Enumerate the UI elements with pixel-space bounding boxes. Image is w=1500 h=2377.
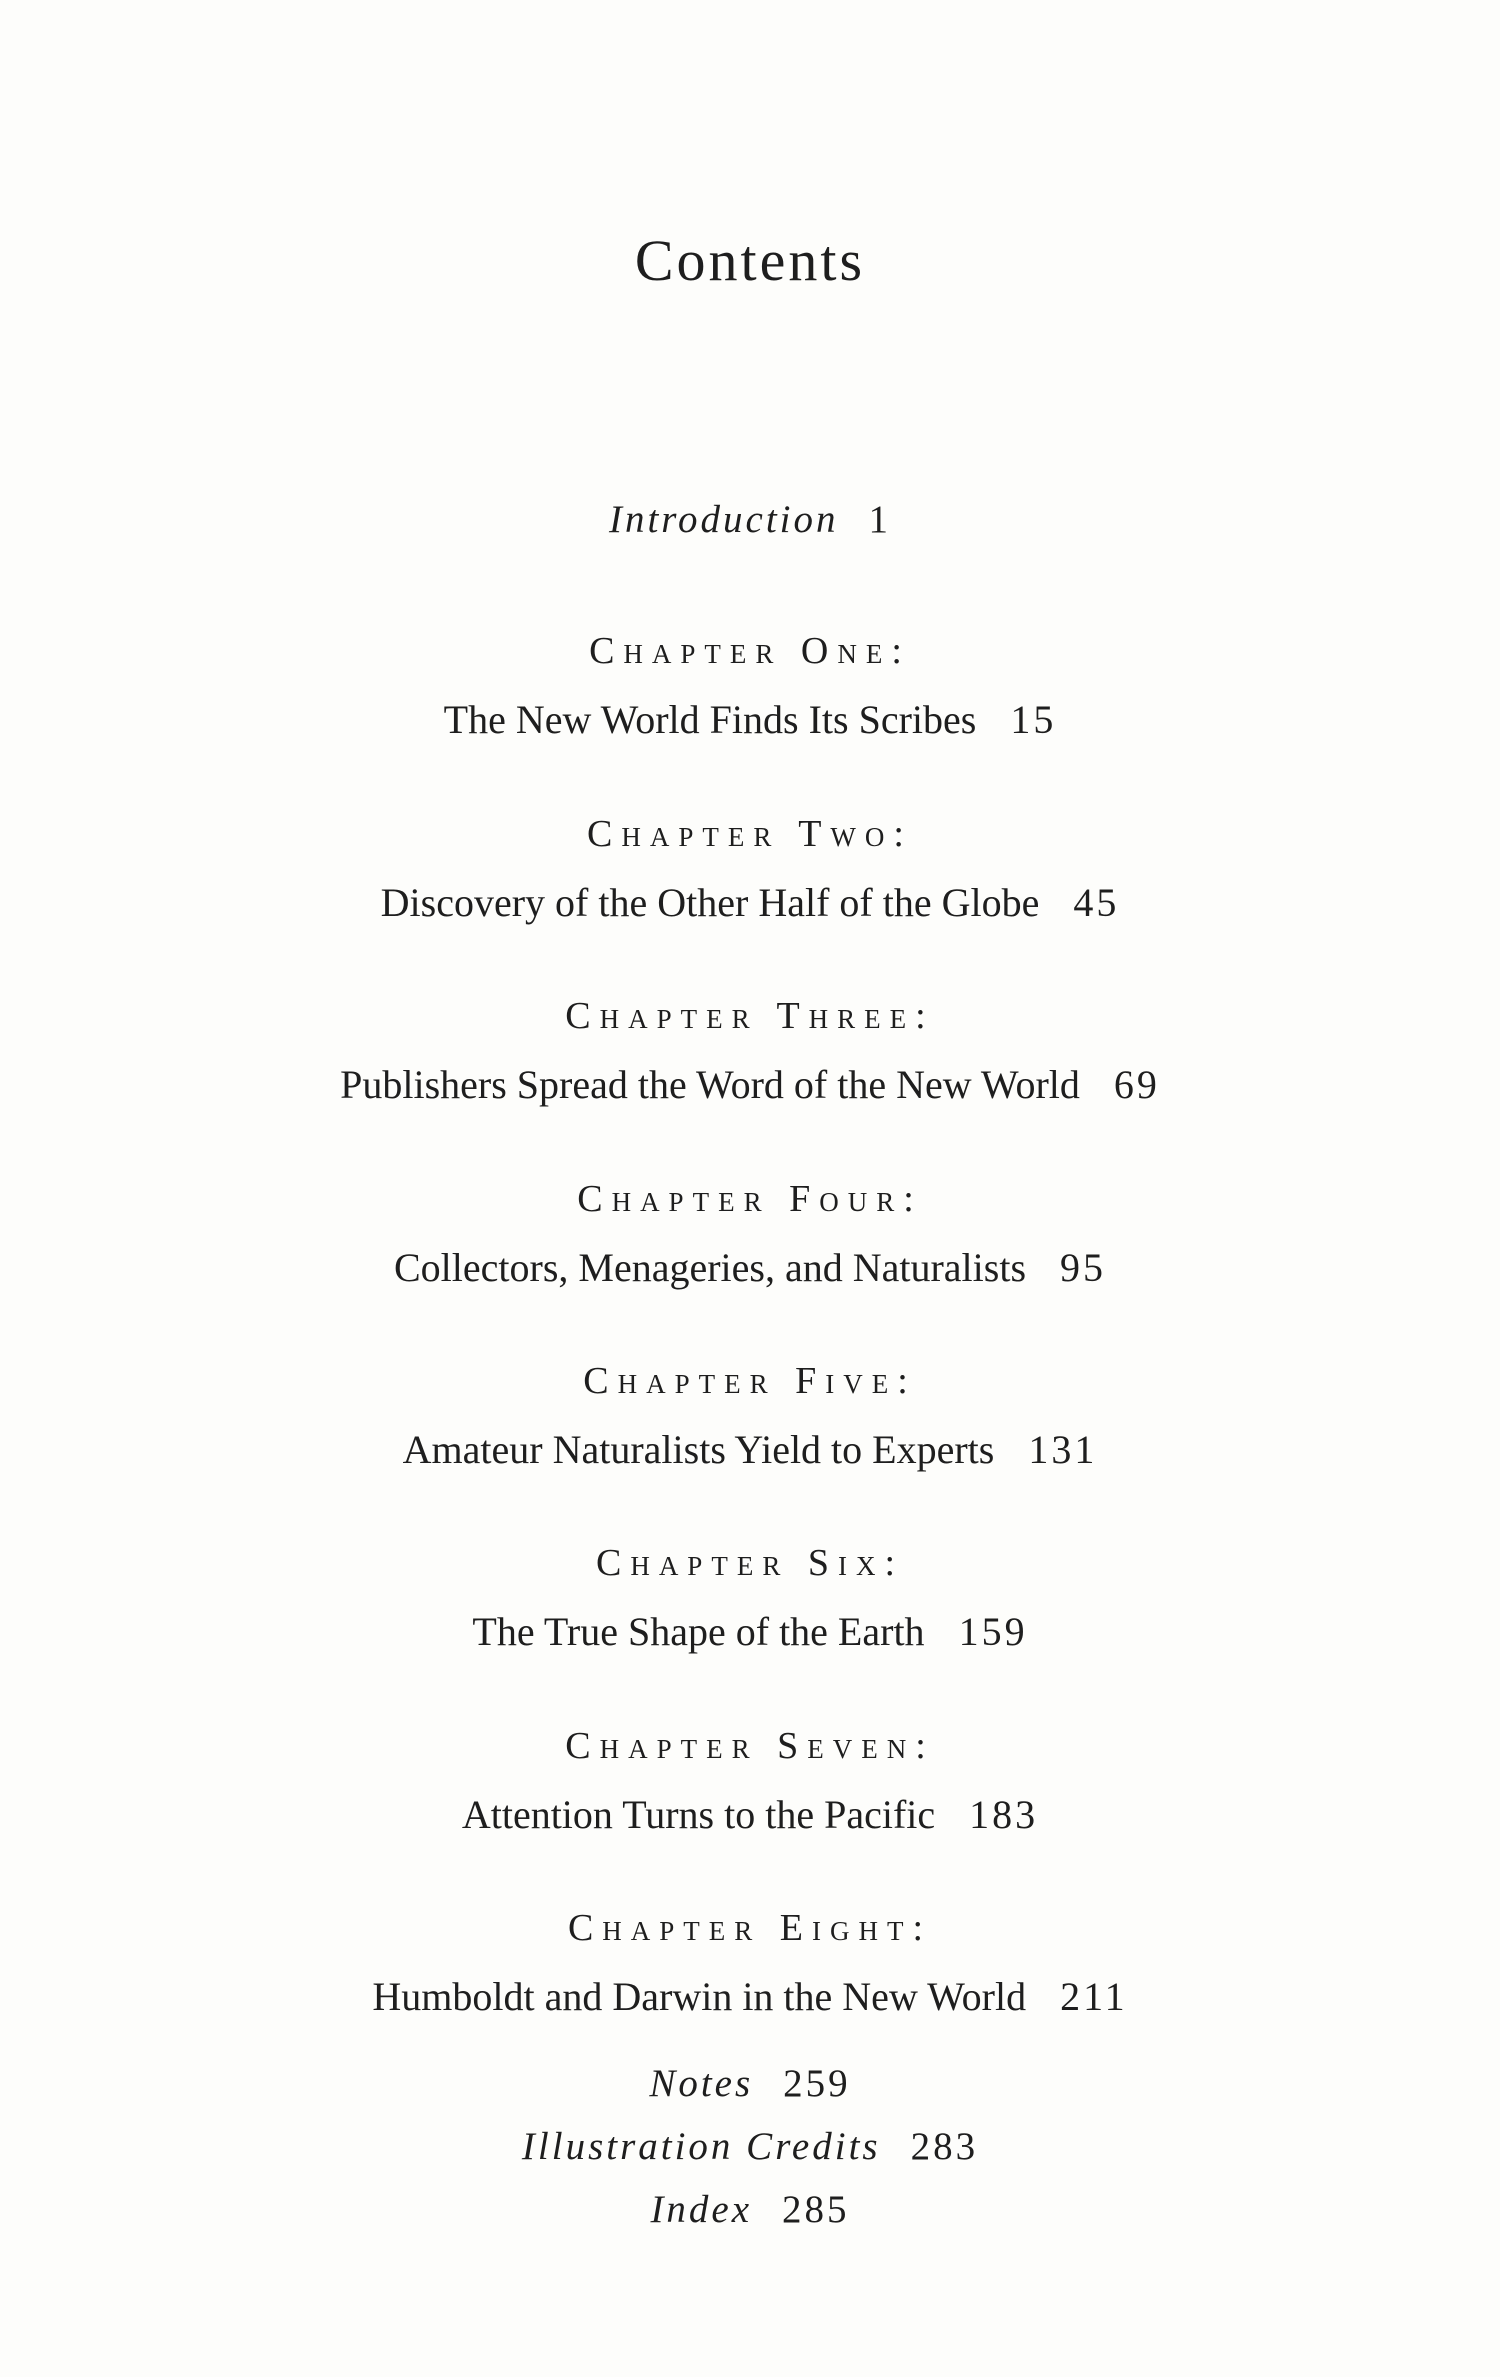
chapter-title: The New World Finds Its Scribes <box>443 697 977 742</box>
chapter-title: Publishers Spread the Word of the New World <box>340 1062 1080 1107</box>
chapter-title: Humboldt and Darwin in the New World <box>372 1974 1027 2019</box>
toc-entry-chapter-eight <box>0 1909 1500 2017</box>
chapter-page-number: 159 <box>958 1609 1028 1654</box>
chapter-label: Chapter Five: <box>583 1360 917 1402</box>
chapter-label: Chapter One: <box>589 630 911 672</box>
toc-entry-chapter-five <box>0 1362 1500 1470</box>
chapter-title: Discovery of the Other Half of the Globe <box>380 880 1040 925</box>
chapter-label: Chapter Eight: <box>567 1907 933 1949</box>
chapter-page-number: 69 <box>1113 1062 1160 1107</box>
toc-entry-chapter-seven <box>0 1727 1500 1835</box>
chapter-label: Chapter Six: <box>595 1542 905 1584</box>
introduction-label: Introduction <box>608 498 839 541</box>
toc-entry-introduction <box>0 500 1500 539</box>
backmatter-page-number: 283 <box>910 2125 979 2168</box>
toc-entry-chapter-one <box>0 632 1500 740</box>
toc-entry-chapter-two <box>0 815 1500 923</box>
chapter-title: The True Shape of the Earth <box>472 1609 925 1654</box>
backmatter-label: Index <box>650 2188 753 2231</box>
chapter-page-number: 183 <box>969 1792 1039 1837</box>
chapter-label: Chapter Seven: <box>565 1725 935 1767</box>
backmatter-page-number: 285 <box>782 2188 850 2231</box>
chapter-page-number: 45 <box>1073 880 1120 925</box>
chapter-page-number: 95 <box>1060 1245 1107 1290</box>
chapter-label: Chapter Two: <box>587 813 913 855</box>
chapter-page-number: 211 <box>1060 1974 1128 2019</box>
backmatter-label: Illustration Credits <box>521 2125 881 2168</box>
toc-entry-notes <box>0 2064 1500 2103</box>
chapter-title: Amateur Naturalists Yield to Experts <box>402 1427 995 1472</box>
page-title: Contents <box>634 228 866 293</box>
toc-entry-chapter-three <box>0 997 1500 1105</box>
backmatter-page-number: 259 <box>783 2062 851 2105</box>
backmatter-list <box>0 2064 1500 2253</box>
toc-entry-index <box>0 2190 1500 2229</box>
chapter-title: Collectors, Menageries, and Naturalists <box>393 1245 1027 1290</box>
chapter-label: Chapter Four: <box>577 1178 923 1220</box>
chapter-label: Chapter Three: <box>565 995 935 1037</box>
chapter-page-number: 131 <box>1028 1427 1098 1472</box>
introduction-page-number: 1 <box>868 498 892 541</box>
chapter-title: Attention Turns to the Pacific <box>461 1792 936 1837</box>
toc-entry-chapter-four <box>0 1180 1500 1288</box>
toc-entry-illustration-credits <box>0 2127 1500 2166</box>
chapter-page-number: 15 <box>1010 697 1057 742</box>
backmatter-label: Notes <box>649 2062 754 2105</box>
toc-entry-chapter-six <box>0 1544 1500 1652</box>
